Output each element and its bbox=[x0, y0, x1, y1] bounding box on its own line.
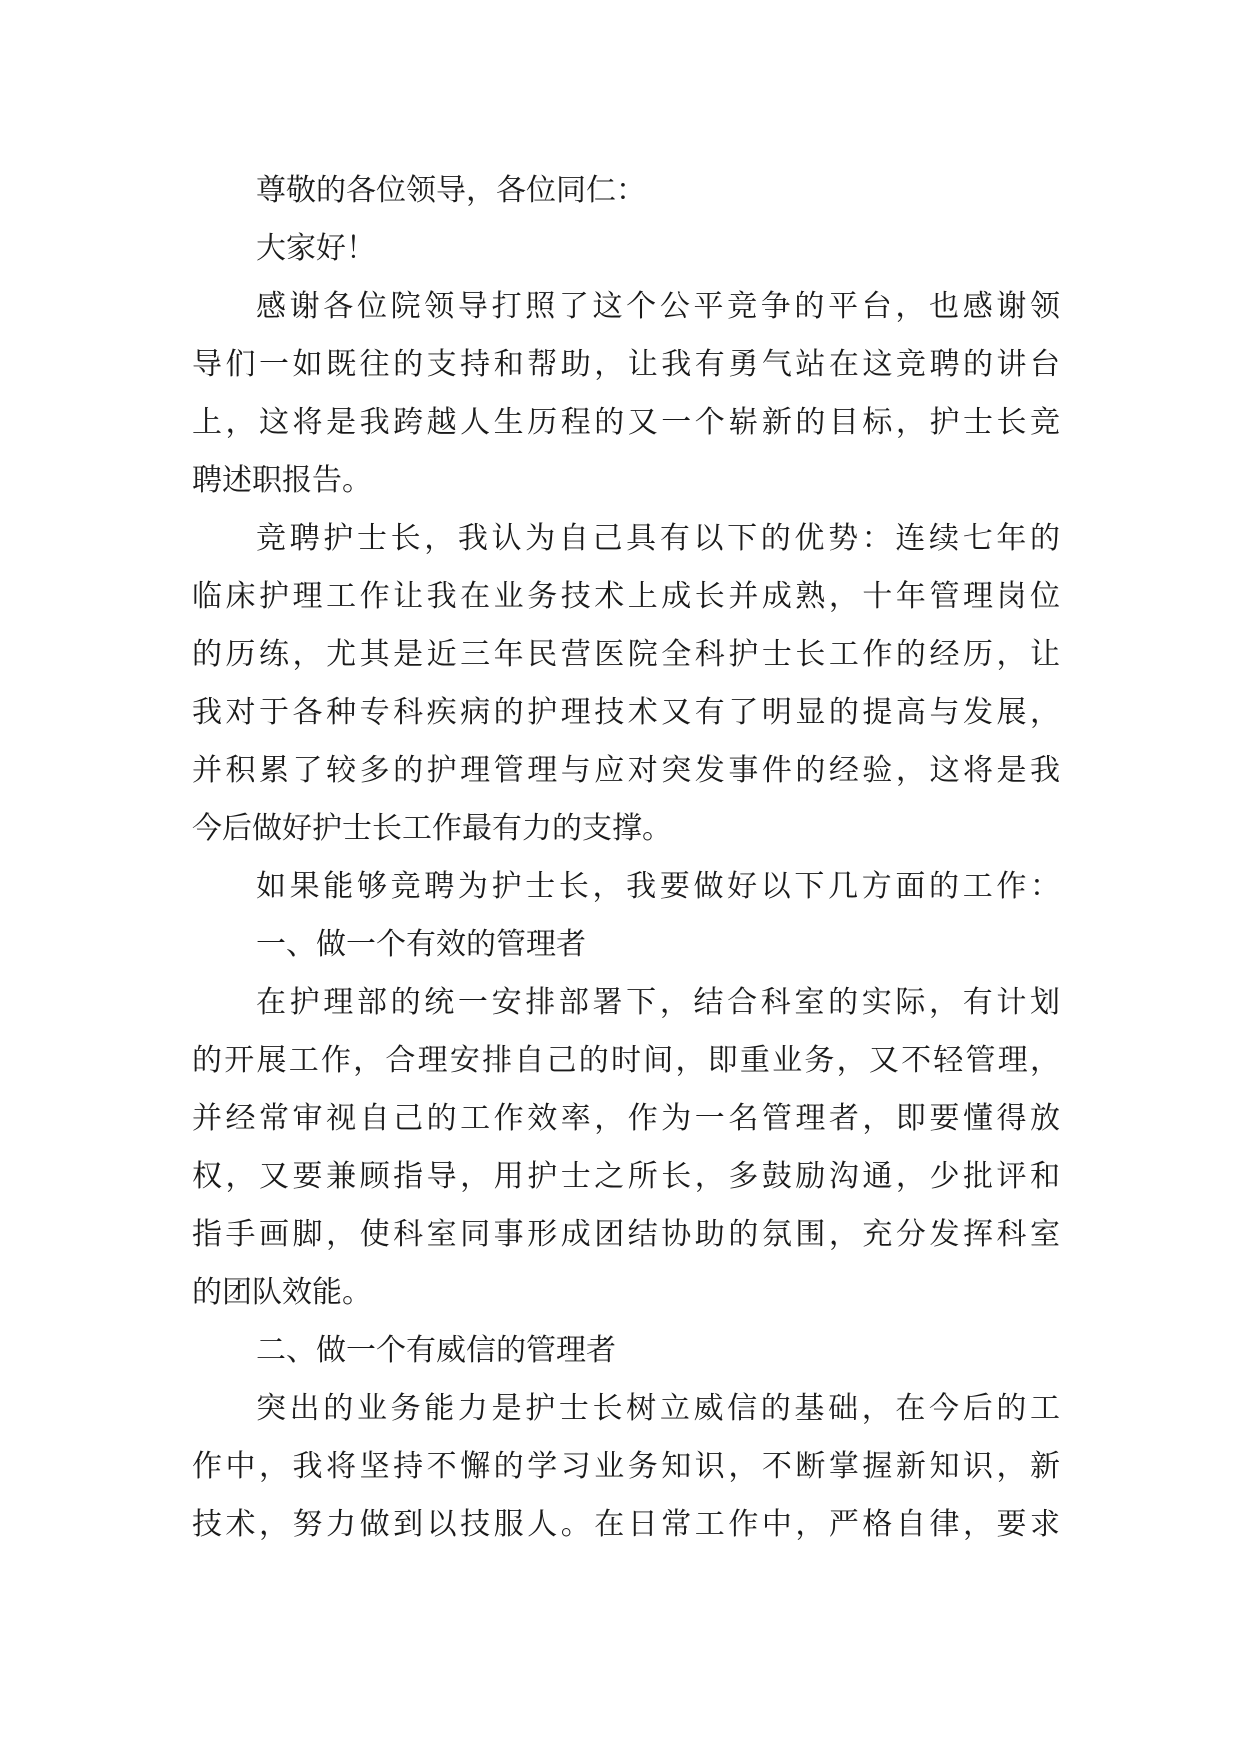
paragraph-3-line-1: 如果能够竞聘为护士长，我要做好以下几方面的工作： bbox=[256, 869, 1060, 904]
paragraph-4-line-4: 权，又要兼顾指导，用护士之所长，多鼓励沟通，少批评和 bbox=[192, 1159, 1060, 1194]
paragraph-1-line-1: 感谢各位院领导打照了这个公平竞争的平台，也感谢领 bbox=[256, 289, 1060, 324]
paragraph-1-line-2: 导们一如既往的支持和帮助，让我有勇气站在这竞聘的讲台 bbox=[192, 347, 1060, 382]
paragraph-2-line-4: 我对于各种专科疾病的护理技术又有了明显的提高与发展， bbox=[192, 695, 1060, 730]
document-body bbox=[192, 162, 1060, 1554]
paragraph-2-line-2: 临床护理工作让我在业务技术上成长并成熟，十年管理岗位 bbox=[192, 579, 1060, 614]
paragraph-2-line-6: 今后做好护士长工作最有力的支撑。 bbox=[192, 811, 672, 846]
paragraph-5-line-1: 突出的业务能力是护士长树立威信的基础，在今后的工 bbox=[256, 1391, 1060, 1426]
paragraph-1-line-4: 聘述职报告。 bbox=[192, 463, 372, 498]
greeting: 大家好！ bbox=[256, 231, 376, 266]
salutation: 尊敬的各位领导，各位同仁： bbox=[256, 173, 646, 208]
paragraph-4-line-3: 并经常审视自己的工作效率，作为一名管理者，即要懂得放 bbox=[192, 1101, 1060, 1136]
paragraph-5-line-2: 作中，我将坚持不懈的学习业务知识，不断掌握新知识，新 bbox=[192, 1449, 1060, 1484]
section-heading-1: 一、做一个有效的管理者 bbox=[256, 927, 586, 962]
paragraph-2-line-3: 的历练，尤其是近三年民营医院全科护士长工作的经历，让 bbox=[192, 637, 1060, 672]
section-heading-2: 二、做一个有威信的管理者 bbox=[256, 1333, 616, 1368]
paragraph-5-line-3: 技术，努力做到以技服人。在日常工作中，严格自律，要求 bbox=[192, 1507, 1060, 1542]
paragraph-2-line-1: 竞聘护士长，我认为自己具有以下的优势：连续七年的 bbox=[256, 521, 1060, 556]
paragraph-4-line-6: 的团队效能。 bbox=[192, 1275, 372, 1310]
paragraph-4-line-1: 在护理部的统一安排部署下，结合科室的实际，有计划 bbox=[256, 985, 1060, 1020]
paragraph-4-line-5: 指手画脚，使科室同事形成团结协助的氛围，充分发挥科室 bbox=[192, 1217, 1060, 1252]
paragraph-1-line-3: 上，这将是我跨越人生历程的又一个崭新的目标，护士长竞 bbox=[192, 405, 1060, 440]
paragraph-4-line-2: 的开展工作，合理安排自己的时间，即重业务，又不轻管理， bbox=[192, 1043, 1060, 1078]
paragraph-2-line-5: 并积累了较多的护理管理与应对突发事件的经验，这将是我 bbox=[192, 753, 1060, 788]
